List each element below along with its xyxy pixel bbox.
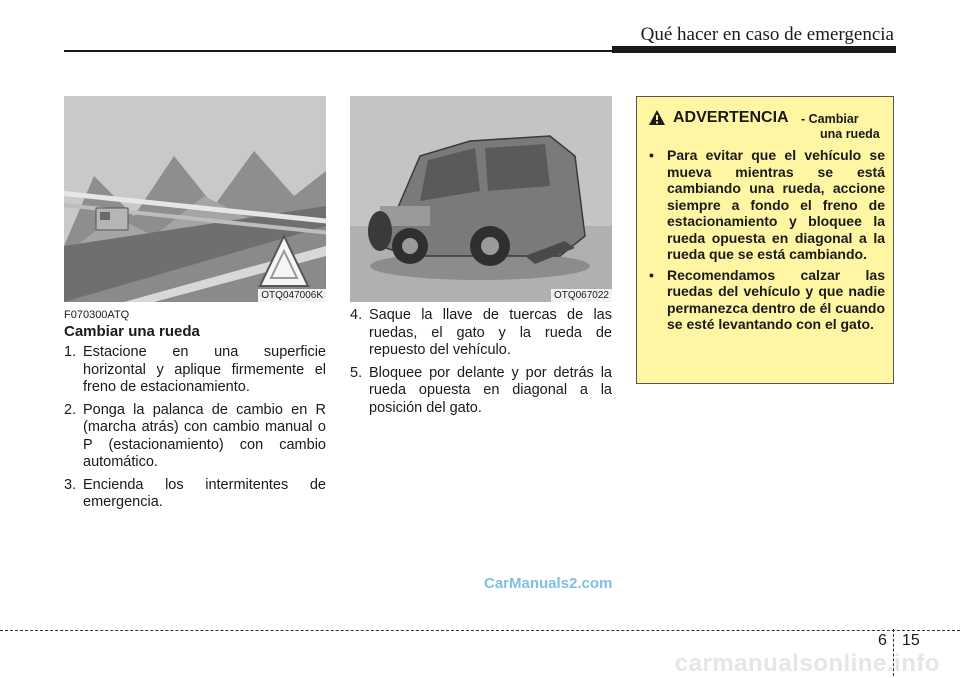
bullet-icon: • bbox=[649, 266, 654, 283]
warning-item bbox=[647, 267, 885, 333]
warning-item bbox=[647, 147, 885, 263]
step-item bbox=[350, 307, 612, 360]
warning-box bbox=[636, 96, 894, 384]
watermark-text: CarManuals2.com bbox=[484, 575, 613, 592]
step-number: 1. bbox=[64, 344, 77, 360]
site-watermark: carmanualsonline.info bbox=[674, 650, 940, 677]
warning-item-text: Recomendamos calzar las ruedas del vehículo y que nadie permanezca dentro de él cuando se esté levantando con el gato. bbox=[667, 266, 885, 332]
warning-triangle-icon bbox=[649, 110, 665, 125]
figure-highway-warning-triangle bbox=[64, 96, 326, 302]
step-item bbox=[350, 365, 612, 418]
page-header-title: Qué hacer en caso de emergencia bbox=[640, 24, 894, 45]
warning-title: ADVERTENCIA bbox=[673, 109, 789, 126]
highway-illustration bbox=[64, 96, 326, 302]
bullet-icon: • bbox=[649, 147, 654, 163]
warning-subtitle: - Cambiar bbox=[801, 112, 859, 126]
step-text: Saque la llave de tuercas de las ruedas, el gato y la rueda de repuesto del vehículo. bbox=[369, 307, 612, 358]
warning-list bbox=[647, 147, 885, 337]
page-number: 15 bbox=[902, 632, 920, 649]
warning-subtitle-continued: una rueda bbox=[820, 127, 880, 141]
figure-code: OTQ067022 bbox=[551, 289, 612, 302]
step-number: 3. bbox=[64, 476, 77, 493]
steps-list-left bbox=[64, 344, 326, 517]
step-text: Estacione en una superficie horizontal y aplique firmemente el freno de estacionamiento. bbox=[83, 344, 326, 395]
section-ref-code: F070300ATQ bbox=[64, 309, 130, 321]
step-text: Bloquee por delante y por detrás la rueda opuesta en diagonal a la posición del gato. bbox=[369, 364, 612, 416]
header-rule-bold bbox=[612, 46, 896, 53]
step-text: Encienda los intermitentes de emergencia. bbox=[83, 476, 326, 510]
step-item bbox=[64, 344, 326, 397]
warning-item-text: Para evitar que el vehículo se mueva mientras se está cambiando una rueda, accione siempre a fondo el freno de estacionamiento y bloquee la rueda opuesta en diagonal a la rueda que se está cambiando. bbox=[667, 147, 885, 262]
section-title: Cambiar una rueda bbox=[64, 323, 200, 340]
van-illustration bbox=[350, 96, 612, 302]
chapter-number: 6 bbox=[878, 632, 887, 649]
figure-van-jack bbox=[350, 96, 612, 302]
step-number: 2. bbox=[64, 401, 77, 418]
step-number: 4. bbox=[350, 307, 363, 323]
footer-rule bbox=[0, 630, 960, 631]
steps-list-right bbox=[350, 307, 612, 422]
step-item bbox=[64, 402, 326, 472]
figure-code: OTQ047006K bbox=[258, 289, 326, 302]
header-rule bbox=[64, 50, 612, 52]
step-number: 5. bbox=[350, 364, 363, 381]
step-item bbox=[64, 477, 326, 512]
step-text: Ponga la palanca de cambio en R (marcha atrás) con cambio manual o P (estacionamiento) con cambio automático. bbox=[83, 401, 326, 470]
